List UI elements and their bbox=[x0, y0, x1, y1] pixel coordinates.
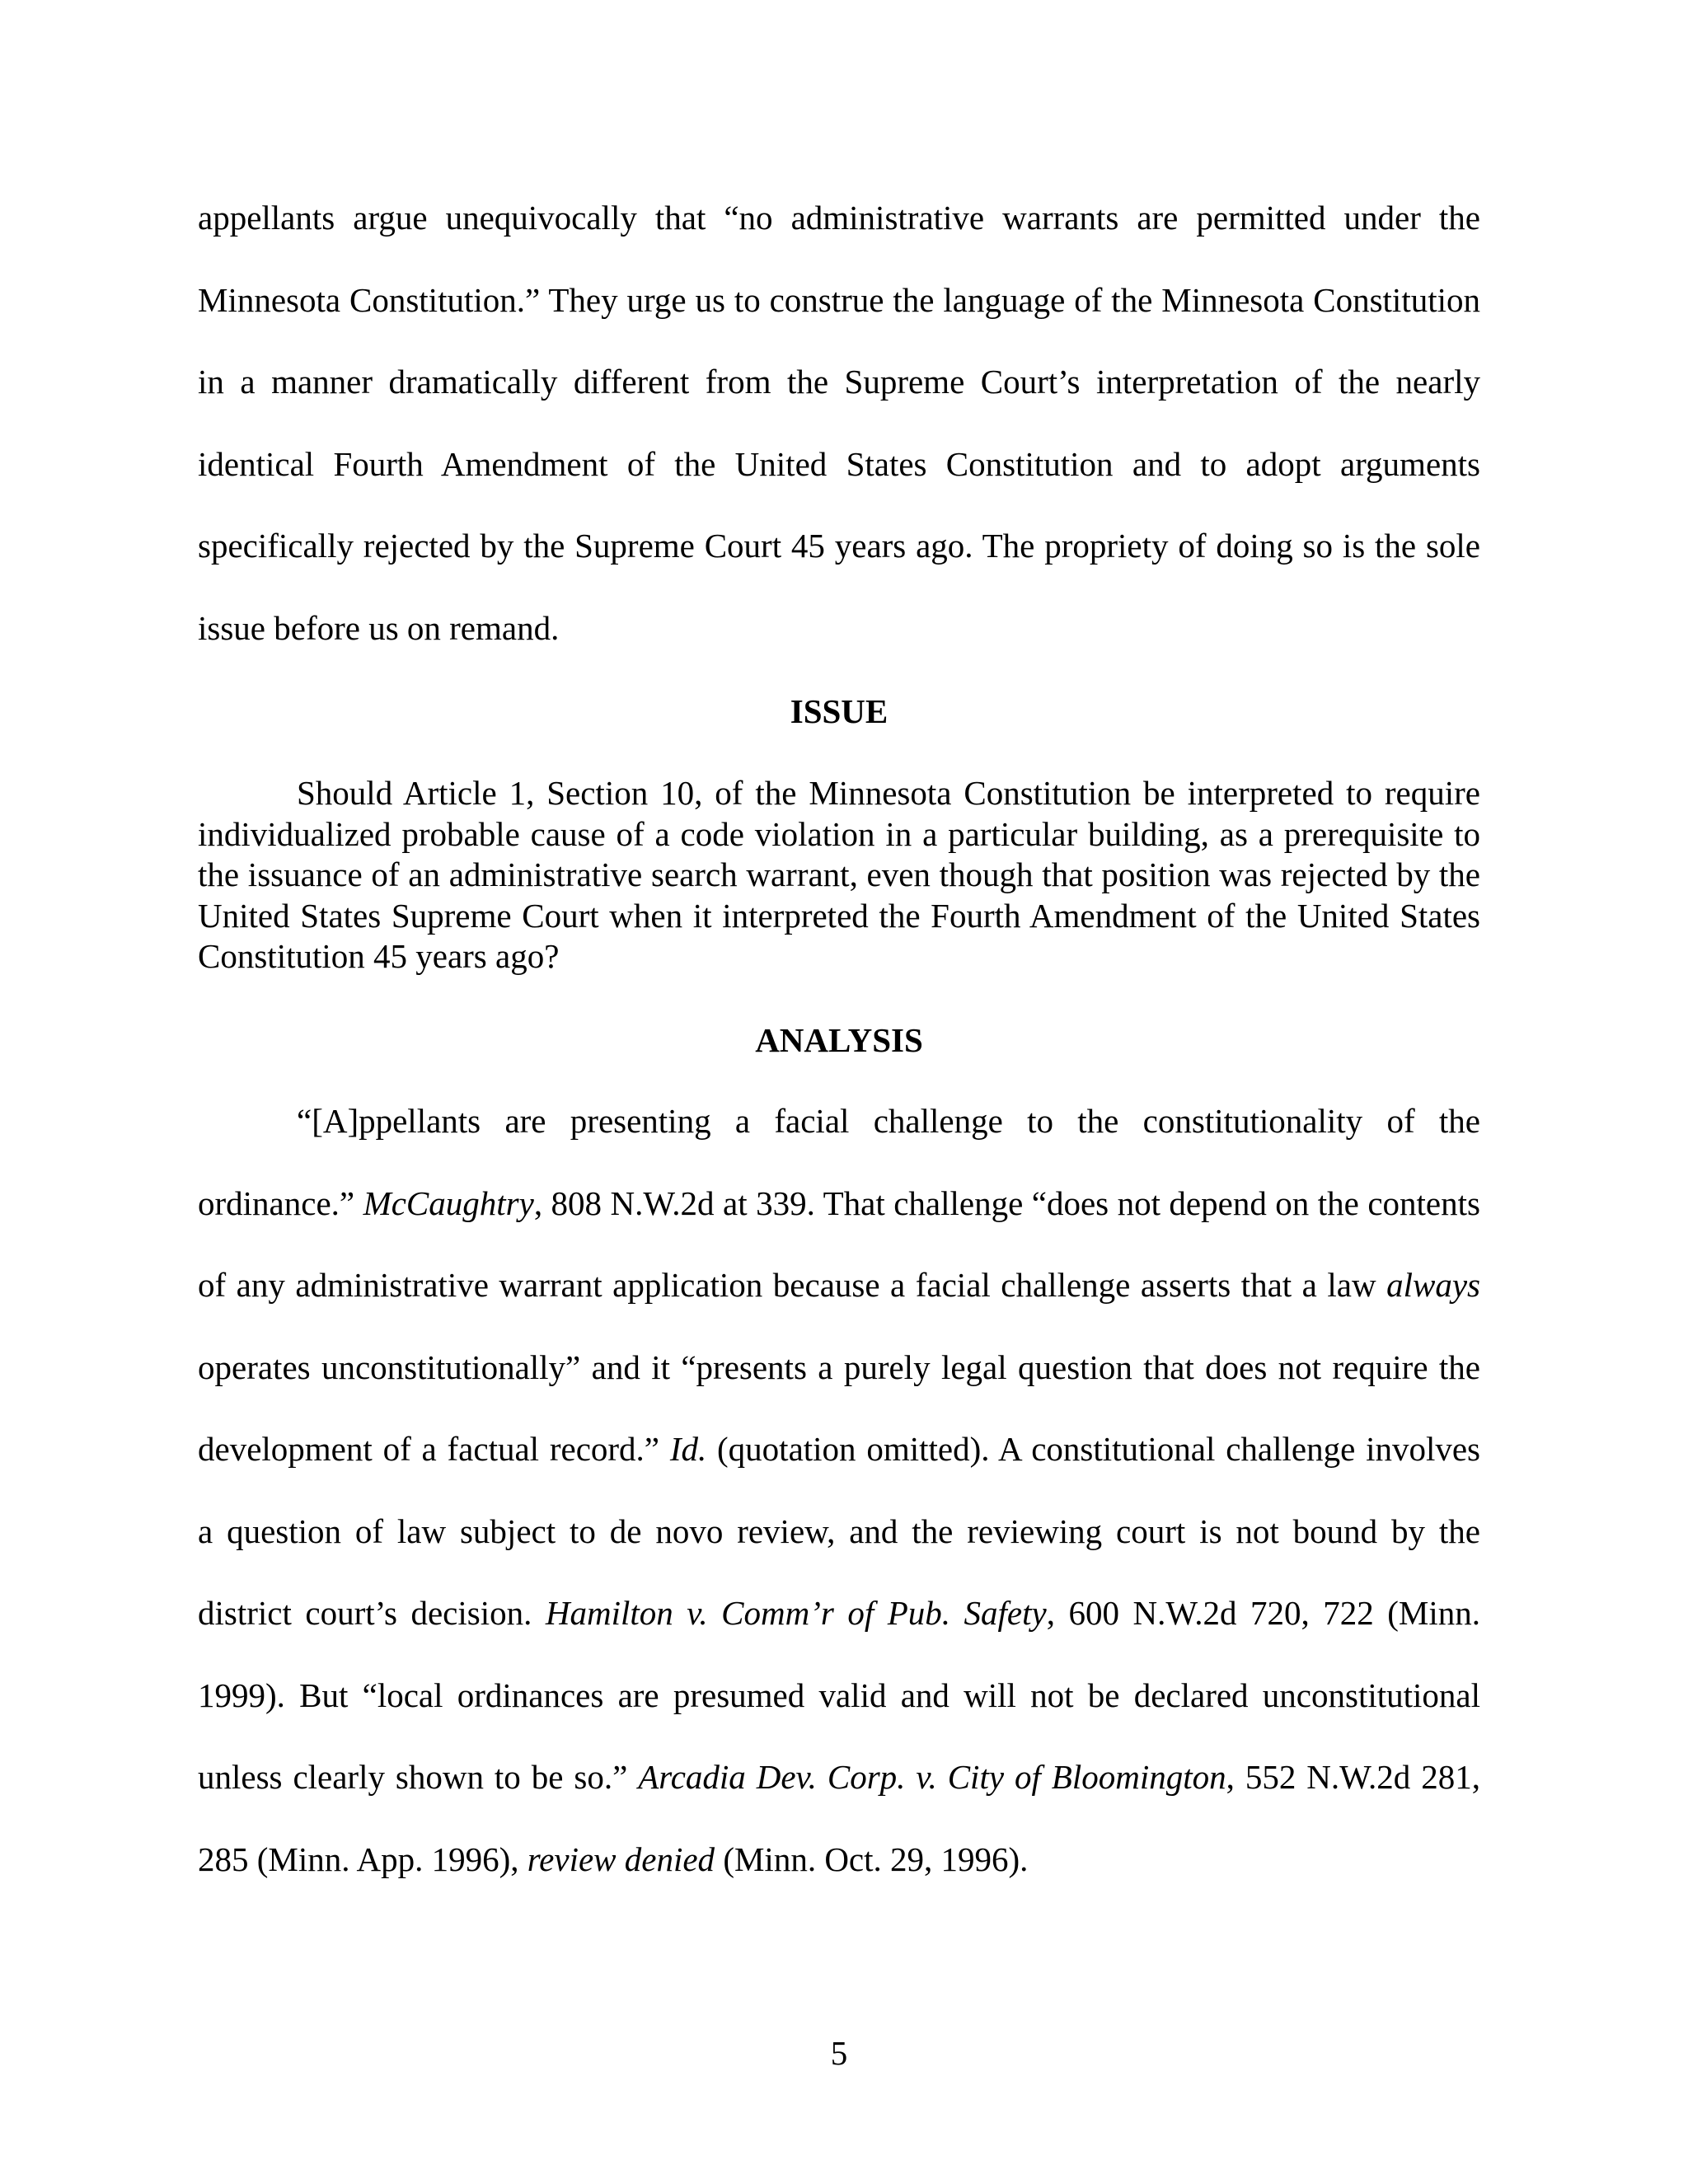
issue-statement: Should Article 1, Section 10, of the Minnesota Constitution be interpreted to require individualized probable cause of a code violation in a particular building, as a prerequisite to the issuance of an administrative search warrant, even though that position was rejected by the United States Supreme Court when it interpreted the Fourth Amendment of the United States Constitution 45 years ago? bbox=[198, 774, 1480, 976]
analysis-text: , 600 N.W.2d 720, 722 (Minn. 1999). But “local ordinances are presumed valid and will not be declared unconstitutional unless clearly shown to be so.” bbox=[198, 1594, 1481, 1796]
analysis-paragraph bbox=[198, 1080, 1480, 1900]
case-citation: Arcadia Dev. Corp. v. City of Bloomington bbox=[638, 1758, 1226, 1796]
analysis-text: (Minn. Oct. 29, 1996). bbox=[715, 1840, 1029, 1878]
case-citation: McCaughtry bbox=[363, 1183, 534, 1222]
case-history: review denied bbox=[527, 1840, 715, 1878]
case-citation: Hamilton v. Comm’r of Pub. Safety bbox=[545, 1594, 1047, 1632]
analysis-text: , 552 N.W.2d 281, 285 (Minn. App. 1996), bbox=[198, 1758, 1480, 1878]
analysis-text: operates unconstitutionally” and it “presents a purely legal question that does not require the development of a factual record.” bbox=[198, 1347, 1480, 1468]
intro-paragraph: appellants argue unequivocally that “no administrative warrants are permitted under the Minnesota Constitution.” They urge us to construe the language of the Minnesota Constitution in a manner dramatically different from the Supreme Court’s interpretation of the nearly identical Fourth Amendment of the United States Constitution and to adopt arguments specifically rejected by the Supreme Court 45 years ago. The propriety of doing so is the sole issue before us on remand. bbox=[198, 199, 1480, 647]
case-citation: Id. bbox=[669, 1430, 707, 1468]
analysis-text: , 808 N.W.2d at 339. That challenge “does not depend on the contents of any administrative warrant application because a facial challenge asserts that a law bbox=[198, 1183, 1480, 1304]
issue-heading: ISSUE bbox=[790, 692, 889, 730]
analysis-text: “[A]ppellants are presenting a facial challenge to the constitutionality of the ordinance.” bbox=[198, 1102, 1480, 1222]
page-number: 5 bbox=[830, 2034, 848, 2072]
analysis-heading: ANALYSIS bbox=[755, 1021, 923, 1059]
emphasis-word: always bbox=[1386, 1266, 1480, 1304]
analysis-text: (quotation omitted). A constitutional challenge involves a question of law subject to de novo review, and the reviewing court is not bound by the district court’s decision. bbox=[198, 1430, 1481, 1632]
document-page bbox=[198, 0, 1480, 2184]
